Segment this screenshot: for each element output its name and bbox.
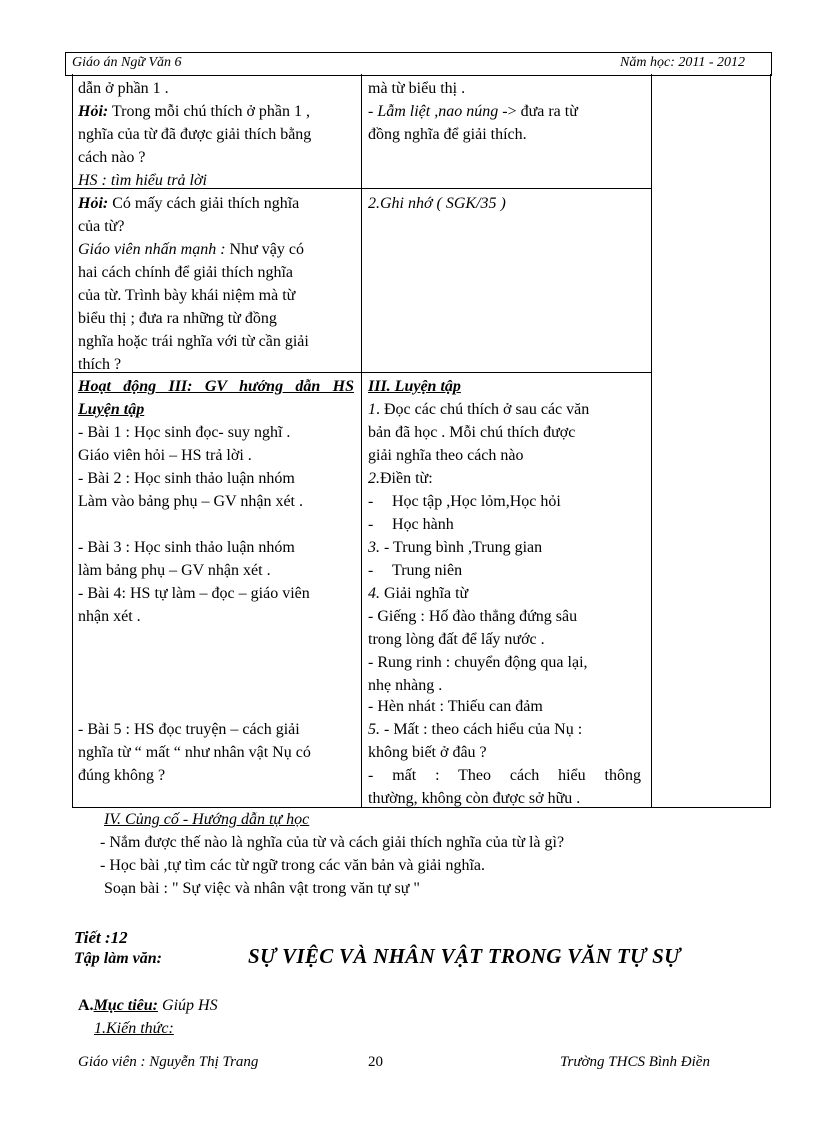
col2-line: mà từ biểu thị . bbox=[368, 80, 466, 97]
practice-4 bbox=[368, 582, 468, 605]
exercise-3-cont: làm bảng phụ – GV nhận xét . bbox=[78, 562, 271, 579]
activity-subheading: Luyện tập bbox=[78, 401, 145, 418]
exercise-2: - Bài 2 : Học sinh thảo luận nhóm bbox=[78, 470, 295, 487]
knowledge-label: 1.Kiến thức: bbox=[94, 1020, 174, 1037]
emphasis-label: Giáo viên nhấn mạnh : bbox=[78, 241, 226, 258]
col1-line: cách nào ? bbox=[78, 149, 146, 166]
practice-5-line: - mất : Theo cách hiểu thông bbox=[368, 767, 641, 784]
section-4-title: IV. Củng cố - Hướng dẫn tự học bbox=[104, 811, 310, 828]
header-left: Giáo án Ngữ Văn 6 bbox=[72, 55, 182, 70]
practice-5-line: không biết ở đâu ? bbox=[368, 744, 487, 761]
practice-4-line: trong lòng đất để lấy nước . bbox=[368, 631, 545, 648]
col1-line: HS : tìm hiểu trả lời bbox=[78, 172, 207, 189]
lesson-title: SỰ VIỆC VÀ NHÂN VẬT TRONG VĂN TỰ SỰ bbox=[248, 944, 681, 968]
col1-line: nghĩa của từ đã được giải thích bằng bbox=[78, 126, 312, 143]
exercise-1: - Bài 1 : Học sinh đọc- suy nghĩ . bbox=[78, 424, 291, 441]
column-divider-1 bbox=[361, 74, 362, 807]
col1-line: hai cách chính để giải thích nghĩa bbox=[78, 264, 294, 281]
practice-4-line: nhẹ nhàng . bbox=[368, 677, 443, 694]
practice-2-bullet: - Học hành bbox=[368, 516, 454, 533]
emphasis-text: Như vậy có bbox=[225, 241, 304, 258]
knowledge-heading bbox=[94, 1017, 174, 1040]
memorize-note: 2.Ghi nhớ ( SGK/35 ) bbox=[368, 195, 506, 212]
item-number: 4. bbox=[368, 585, 380, 602]
objectives-text: Giúp HS bbox=[158, 997, 218, 1014]
question-text: Có mấy cách giải thích nghĩa bbox=[108, 195, 300, 212]
objectives-letter: A. bbox=[78, 997, 94, 1014]
col1-question bbox=[78, 100, 310, 123]
practice-5 bbox=[368, 718, 582, 741]
col1-line: dẫn ở phần 1 . bbox=[78, 80, 169, 97]
practice-3 bbox=[368, 536, 542, 559]
col1-line: nghĩa hoặc trái nghĩa với từ cần giải bbox=[78, 333, 309, 350]
item-text: Điền từ: bbox=[380, 470, 433, 487]
item-number: 2. bbox=[368, 470, 380, 487]
col2-line bbox=[368, 100, 578, 123]
col1-line: thích ? bbox=[78, 356, 122, 373]
item-text: . Đọc các chú thích ở sau các văn bbox=[376, 401, 590, 418]
row-divider-2 bbox=[73, 372, 651, 373]
col1-line: biểu thị ; đưa ra những từ đồng bbox=[78, 310, 277, 327]
practice-1-cont: bản đã học . Mỗi chú thích được bbox=[368, 424, 576, 441]
section-4-line: Soạn bài : " Sự việc và nhân vật trong văn tự sự " bbox=[104, 880, 420, 897]
practice-1-cont: giải nghĩa theo cách nào bbox=[368, 447, 524, 464]
exercise-1-cont: Giáo viên hỏi – HS trả lời . bbox=[78, 447, 252, 464]
bullet-text: Trung niên bbox=[392, 562, 463, 579]
running-header bbox=[65, 52, 772, 76]
practice-3-bullet: - Trung niên bbox=[368, 562, 463, 579]
practice-2 bbox=[368, 467, 433, 490]
col2-line: đồng nghĩa để giải thích. bbox=[368, 126, 527, 143]
section-4-line: - Nắm được thế nào là nghĩa của từ và cách giải thích nghĩa của từ là gì? bbox=[100, 834, 565, 851]
exercise-3: - Bài 3 : Học sinh thảo luận nhóm bbox=[78, 539, 295, 556]
footer-page-number: 20 bbox=[368, 1054, 383, 1070]
item-text: - Mất : theo cách hiểu của Nụ : bbox=[380, 721, 583, 738]
col2-italic: - Lẫm liệt ,nao núng bbox=[368, 103, 503, 120]
practice-2-bullet: - Học tập ,Học lỏm,Học hỏi bbox=[368, 493, 561, 510]
exercise-2-cont: Làm vào bảng phụ – GV nhận xét . bbox=[78, 493, 303, 510]
section-4-line: - Học bài ,tự tìm các từ ngữ trong các văn bản và giải nghĩa. bbox=[100, 857, 485, 874]
bullet-text: Học tập ,Học lỏm,Học hỏi bbox=[392, 493, 561, 510]
exercise-5-cont: nghĩa từ “ mất “ như nhân vật Nụ có bbox=[78, 744, 311, 761]
practice-4-line: - Giếng : Hố đào thẳng đứng sâu bbox=[368, 608, 578, 625]
item-number: 3. bbox=[368, 539, 380, 556]
question-label: Hỏi: bbox=[78, 195, 109, 212]
activity-heading: Hoạt động III: GV hướng dẫn HS bbox=[78, 378, 354, 395]
practice-heading: III. Luyện tập bbox=[368, 378, 461, 395]
col1-emphasis bbox=[78, 238, 304, 261]
item-text: - Trung bình ,Trung gian bbox=[380, 539, 543, 556]
item-number: 5. bbox=[368, 721, 380, 738]
item-text: Giải nghĩa từ bbox=[380, 585, 469, 602]
exercise-5: - Bài 5 : HS đọc truyện – cách giải bbox=[78, 721, 300, 738]
practice-4-line: - Hèn nhát : Thiếu can đảm bbox=[368, 698, 543, 715]
lesson-number: Tiết :12 bbox=[74, 928, 128, 947]
col2-text: -> đưa ra từ bbox=[502, 103, 578, 120]
exercise-5-cont: đúng không ? bbox=[78, 767, 166, 784]
practice-4-line: - Rung rinh : chuyển động qua lại, bbox=[368, 654, 588, 671]
bullet-text: Học hành bbox=[392, 516, 454, 533]
column-divider-2 bbox=[651, 74, 652, 807]
col1-line: của từ? bbox=[78, 218, 125, 235]
col1-question bbox=[78, 192, 299, 215]
item-number: 1 bbox=[368, 401, 376, 418]
objectives-heading bbox=[78, 994, 218, 1017]
footer-teacher: Giáo viên : Nguyễn Thị Trang bbox=[78, 1054, 259, 1070]
col1-line: của từ. Trình bày khái niệm mà từ bbox=[78, 287, 296, 304]
lesson-category: Tập làm văn: bbox=[74, 950, 162, 967]
footer-school: Trường THCS Bình Điền bbox=[560, 1054, 710, 1070]
question-label: Hỏi: bbox=[78, 103, 109, 120]
header-right: Năm học: 2011 - 2012 bbox=[620, 55, 745, 70]
exercise-4-cont: nhận xét . bbox=[78, 608, 141, 625]
question-text: Trong mỗi chú thích ở phần 1 , bbox=[108, 103, 311, 120]
objectives-label: Mục tiêu: bbox=[93, 997, 159, 1014]
exercise-4: - Bài 4: HS tự làm – đọc – giáo viên bbox=[78, 585, 310, 602]
practice-1 bbox=[368, 398, 589, 421]
practice-5-line: thường, không còn được sở hữu . bbox=[368, 790, 581, 807]
